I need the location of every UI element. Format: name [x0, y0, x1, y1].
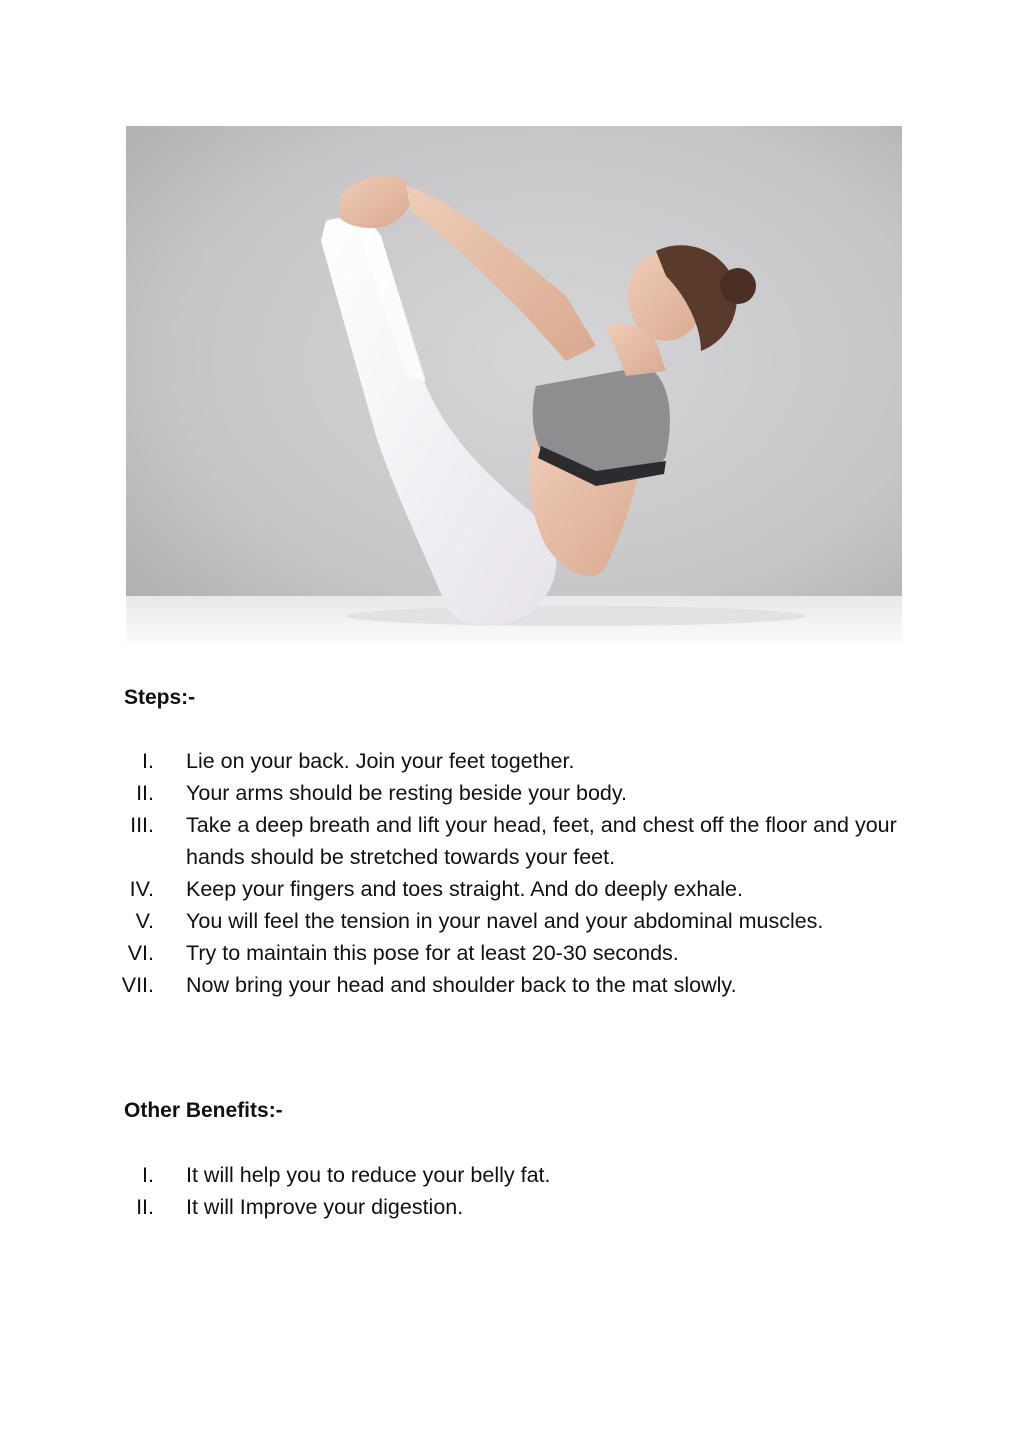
benefits-heading: Other Benefits:-: [124, 1099, 283, 1122]
list-item: [0, 809, 1024, 873]
list-item-text: Lie on your back. Join your feet together.: [186, 749, 575, 773]
list-item-text: Now bring your head and shoulder back to the mat slowly.: [186, 973, 737, 997]
steps-list: [0, 745, 1024, 1001]
list-item-number: VI.: [127, 941, 154, 965]
list-item-text: You will feel the tension in your navel and your abdominal muscles.: [186, 909, 824, 933]
list-item-text: Keep your fingers and toes straight. And do deeply exhale.: [186, 877, 743, 901]
list-item-text: It will Improve your digestion.: [186, 1195, 464, 1219]
list-item-number: II.: [136, 1195, 154, 1219]
list-item-number: I.: [142, 749, 154, 773]
list-item-text: Take a deep breath and lift your head, feet, and chest off the floor and your hands should be stretched towards your feet.: [186, 813, 897, 869]
list-item-text: Your arms should be resting beside your body.: [186, 781, 628, 805]
list-item-number: III.: [130, 813, 154, 837]
list-item: [0, 1159, 1024, 1191]
yoga-pose-photo: [126, 126, 902, 643]
benefits-list: [0, 1159, 1024, 1223]
yoga-boat-pose-photo-icon: [126, 126, 902, 643]
list-item: [0, 1191, 1024, 1223]
list-item-number: IV.: [129, 877, 154, 901]
list-item: [0, 937, 1024, 969]
list-item: [0, 905, 1024, 937]
list-item-text: It will help you to reduce your belly fat.: [186, 1163, 551, 1187]
list-item: [0, 969, 1024, 1001]
list-item-text: Try to maintain this pose for at least 20-30 seconds.: [186, 941, 679, 965]
steps-heading: Steps:-: [124, 686, 196, 709]
list-item: [0, 745, 1024, 777]
list-item-number: VII.: [121, 973, 154, 997]
list-item: [0, 873, 1024, 905]
list-item-number: II.: [136, 781, 154, 805]
list-item-number: I.: [142, 1163, 154, 1187]
list-item: [0, 777, 1024, 809]
list-item-number: V.: [135, 909, 154, 933]
